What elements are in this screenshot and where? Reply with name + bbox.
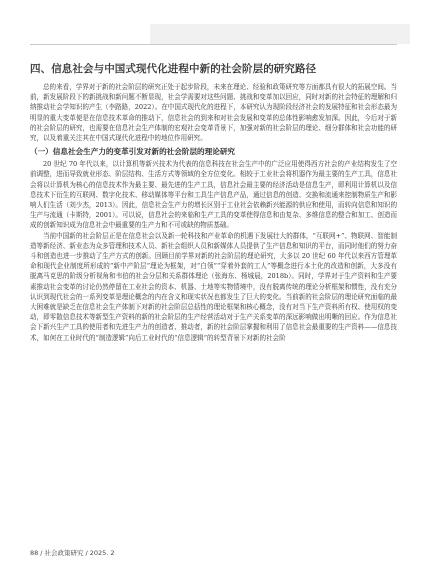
body-paragraph-2: 当前中国新的社会阶层正是在信息社会以及新一轮科技和产业革命的机遇下发展壮大的群体，“互联网+”、物联网、智能制造等新经济、新业态为众多管理和技术人员、新社会组织人员和新媒体人员提供了生产信息和知识的平台，而同时他们的努力奋斗和创造也进一步推动了生产方式的创新。回顾目前学界对新的社会阶层的理论研究，大多以 20 世纪 60 年代以来西方管理革命和现代企业制度所形成的“新中产阶层”理论为框架，对“白领”“穿着外套的工人”等概念进行本土化的改造和创新，大多没有脱离马克思的阶级分析视角和韦伯的社会分层和关系群体理论（张海东、杨城晨，2018b）。同时，学界对于生产资料和生产要素推动社会变革的讨论仍然停留在工业社会的资本、机器、土地等实物情境中，没有脱离传统的理论分析框架和惯性，没有充分认识到现代社会的一系列变革是理论概念的内在含义和现实状况也都发生了巨大的变化。当前新的社会阶层的理论研究面临的最大困难就是缺乏在信息社会生产体制下对新的社会阶层总括性的理论框架和核心概念，没有对当下生产资料所有权、使用权的变动，即零散信息技术等新型生产资料的新的社会阶层的生产经营活动对于生产关系变革的深远影响做出明晰的回应。作为信息社会下新兴生产工具的使用者和先进生产力的创造者、推动者，新的社会阶层掌握和利用了信息社会最重要的生产资料——信息技术，如何在工业时代的“制造逻辑”向后工业时代的“信息逻辑”的转型背景下对新的社会阶 — [30, 231, 397, 342]
page-footer — [30, 548, 115, 557]
section-heading: 四、信息社会与中国式现代化进程中新的社会阶层的研究路径 — [30, 63, 317, 75]
header-rule — [30, 44, 397, 45]
issue-number: 2025. 2 — [89, 549, 115, 557]
footer-separator: / — [40, 549, 43, 557]
intro-paragraph: 总的来看，学界对于新的社会阶层的研究正处于起步阶段，未来在理论、经验和政策研究等方面都具有很大的拓展空间。当前，新发展阶段下的新挑战和新问题不断显现，社会学需要对这些问题、挑战和变革加以回应，同时对新的社会特征的理解和归纳推动社会学知识的产生（李路路，2022）。在中国式现代化的进程下，本研究认为现阶段经济社会的发展特征和社会形态最为明显的重大变革便是在信息技术革命的推动下，信息社会的到来和对社会发展和变革的总体性影响愈发加深。因此，今后对于新的社会阶层的研究，也需要在信息社会生产体制的宏观社会变革背景下，加强对新的社会阶层的理论、细分群体和社会功能的研究，以及着重关注其在中国式现代化进程中的地位作用研究。 — [30, 83, 397, 143]
subsection-heading: （一）信息社会生产力的变革引发对新的社会阶层的理论研究 — [30, 147, 236, 157]
header-background-block — [150, 24, 410, 44]
page-number: 88 — [30, 549, 39, 557]
footer-separator-2: / — [85, 549, 88, 557]
article-content — [30, 62, 397, 343]
body-paragraph-1: 20 世纪 70 年代以来，以计算机等新兴技术为代表的信息科技在社会生产中的广泛应用使得西方社会的产业结构发生了空前调整，进而导致就业形态、阶层结构、生活方式等领域的全方位变化。相较于工业社会将机器作为最主要的生产工具，信息社会将以计算机为核心的信息技术作为最主要、最先进的生产工具，信息社会最主要的经济活动是信息生产，即利用计算机以及信息技术下衍生的互联网、数字化技术、移动媒体等平台和工具生产信息产品，通过信息的创造、交换和流通来控制物质生产和影响人们生活（刘少杰，2013）。因此，信息社会生产力的增长区别于工业社会依赖新兴能源的供应和使用，而转向信息和知识的生产与流通（卡斯特，2001）。可以说，信息社会的来临和生产工具的变革使得信息和由复杂、多维信息的整合和加工、创造而成的创新知识成为信息社会中最重要的生产力和不可或缺的物质基础。 — [30, 160, 397, 230]
journal-name: 社会政策研究 — [44, 549, 84, 557]
